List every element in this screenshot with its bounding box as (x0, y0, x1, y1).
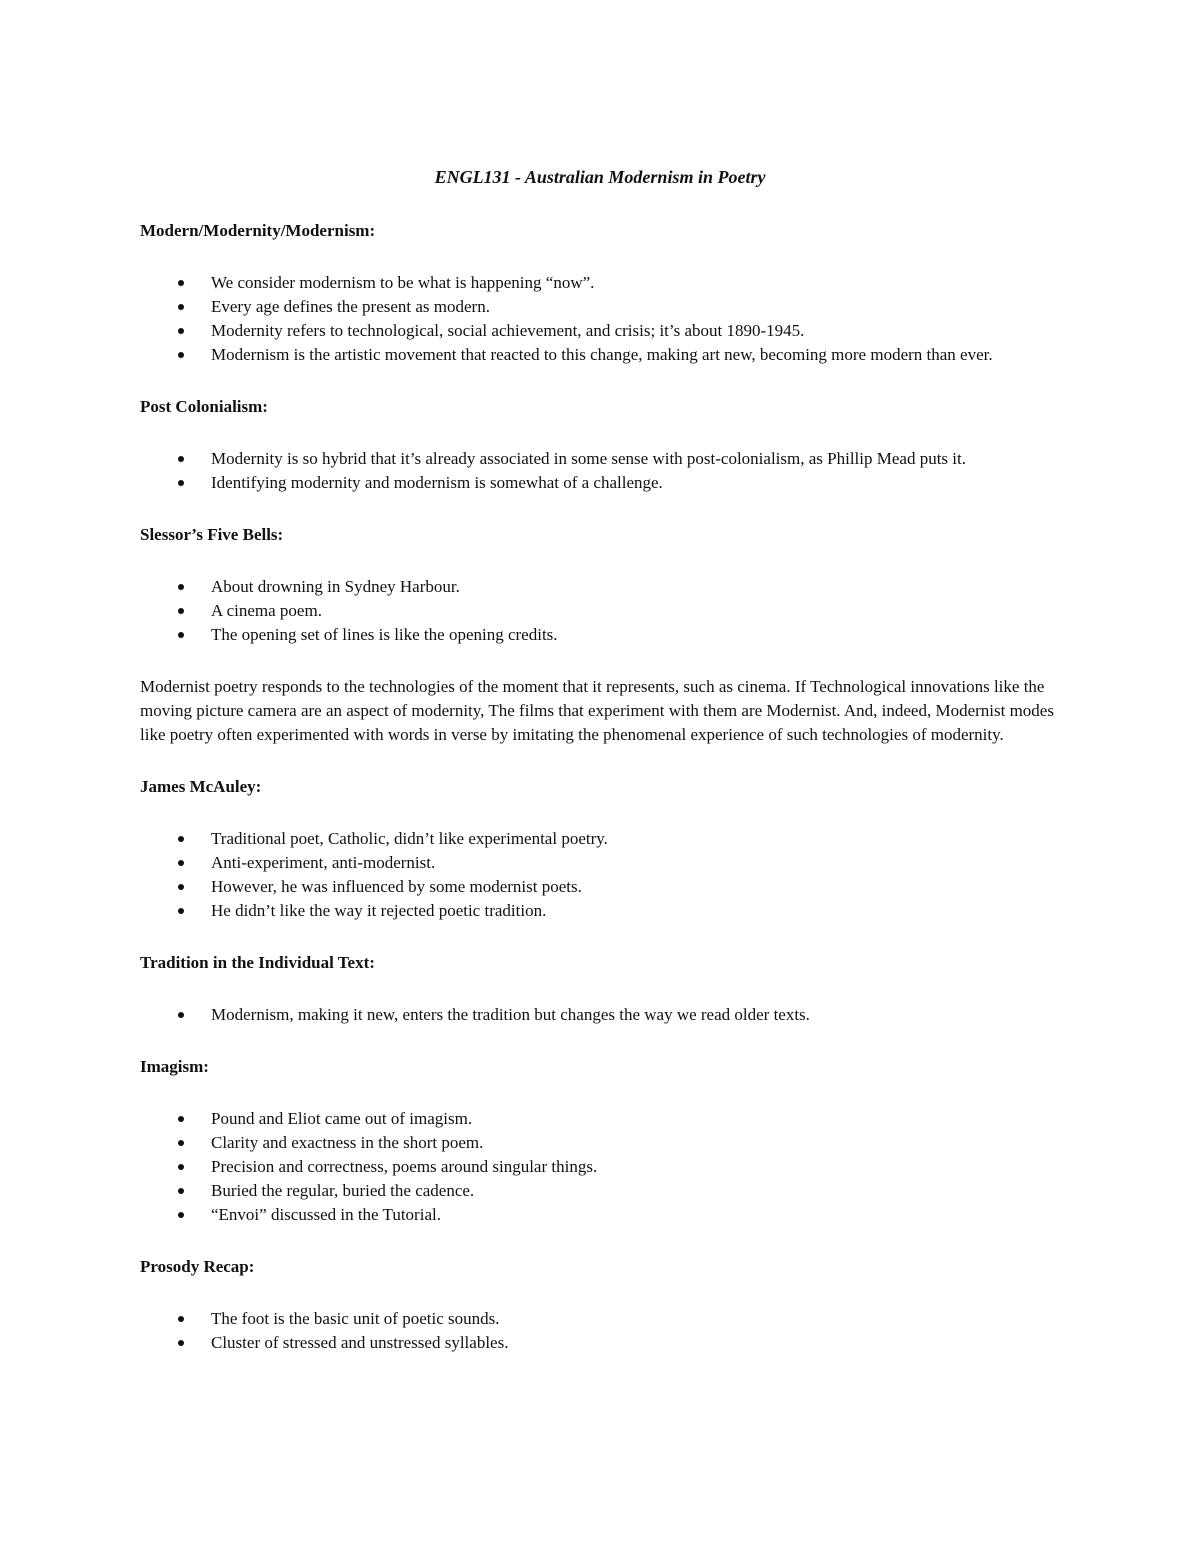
bullet-icon (178, 1164, 184, 1170)
list-item (140, 599, 1060, 623)
list-item (140, 1203, 1060, 1227)
bullet-icon (178, 1188, 184, 1194)
bullet-icon (178, 1316, 184, 1322)
bullet-icon (178, 456, 184, 462)
list-item (140, 623, 1060, 647)
list-item-text: A cinema poem. (211, 601, 322, 620)
list-item-text: Precision and correctness, poems around singular things. (211, 1157, 598, 1176)
list-item (140, 1107, 1060, 1131)
bullet-icon (178, 1116, 184, 1122)
list-item-text: Anti-experiment, anti-modernist. (211, 853, 436, 872)
list-item (140, 295, 1060, 319)
section-modernity (140, 219, 1060, 367)
list-item (140, 1155, 1060, 1179)
bullet-list (140, 447, 1060, 495)
body-paragraph: Modernist poetry responds to the technologies of the moment that it represents, such as cinema. If Technological innovations like the moving picture camera are an aspect of modernity, The films that experiment with them are Modernist. And, indeed, Modernist modes like poetry often experimented with words in verse by imitating the phenomenal experience of such technologies of modernity. (140, 677, 1054, 744)
bullet-icon (178, 352, 184, 358)
list-item-text: About drowning in Sydney Harbour. (211, 577, 460, 596)
list-item-text: However, he was influenced by some modernist poets. (211, 877, 582, 896)
bullet-list (140, 827, 1060, 923)
section-heading: Prosody Recap: (140, 1257, 255, 1276)
list-item (140, 343, 1060, 367)
bullet-icon (178, 328, 184, 334)
list-item (140, 1131, 1060, 1155)
bullet-list (140, 575, 1060, 647)
bullet-icon (178, 1012, 184, 1018)
list-item-text: Buried the regular, buried the cadence. (211, 1181, 475, 1200)
list-item (140, 1179, 1060, 1203)
list-item (140, 575, 1060, 599)
list-item-text: Clarity and exactness in the short poem. (211, 1133, 484, 1152)
document-title: ENGL131 - Australian Modernism in Poetry (434, 167, 766, 187)
bullet-icon (178, 1140, 184, 1146)
section-heading: Tradition in the Individual Text: (140, 953, 375, 972)
bullet-icon (178, 1340, 184, 1346)
list-item-text: Modernism, making it new, enters the tradition but changes the way we read older texts. (211, 1005, 810, 1024)
section-imagism (140, 1055, 1060, 1227)
list-item (140, 271, 1060, 295)
bullet-icon (178, 608, 184, 614)
section-heading: James McAuley: (140, 777, 262, 796)
bullet-icon (178, 280, 184, 286)
list-item-text: Modernism is the artistic movement that reacted to this change, making art new, becoming more modern than ever. (211, 345, 993, 364)
list-item-text: Every age defines the present as modern. (211, 297, 490, 316)
list-item-text: The foot is the basic unit of poetic sounds. (211, 1309, 500, 1328)
bullet-icon (178, 836, 184, 842)
bullet-icon (178, 1212, 184, 1218)
section-tradition (140, 951, 1060, 1027)
section-heading: Post Colonialism: (140, 397, 268, 416)
list-item (140, 447, 1060, 471)
list-item (140, 899, 1060, 923)
list-item-text: Modernity is so hybrid that it’s already associated in some sense with post-colonialism, as Phillip Mead puts it. (211, 449, 966, 468)
list-item-text: Pound and Eliot came out of imagism. (211, 1109, 473, 1128)
section-heading: Slessor’s Five Bells: (140, 525, 284, 544)
list-item-text: He didn’t like the way it rejected poetic tradition. (211, 901, 547, 920)
section-five-bells (140, 523, 1060, 747)
list-item-text: The opening set of lines is like the opening credits. (211, 625, 558, 644)
section-heading: Modern/Modernity/Modernism: (140, 221, 376, 240)
list-item (140, 319, 1060, 343)
list-item-text: We consider modernism to be what is happening “now”. (211, 273, 595, 292)
list-item-text: Modernity refers to technological, social achievement, and crisis; it’s about 1890-1945. (211, 321, 805, 340)
section-prosody-recap (140, 1255, 1060, 1355)
bullet-icon (178, 584, 184, 590)
list-item-text: Cluster of stressed and unstressed syllables. (211, 1333, 509, 1352)
bullet-icon (178, 884, 184, 890)
list-item-text: “Envoi” discussed in the Tutorial. (211, 1205, 441, 1224)
bullet-icon (178, 908, 184, 914)
bullet-list (140, 271, 1060, 367)
list-item-text: Identifying modernity and modernism is somewhat of a challenge. (211, 473, 663, 492)
list-item (140, 1307, 1060, 1331)
bullet-list (140, 1307, 1060, 1355)
list-item (140, 827, 1060, 851)
section-heading: Imagism: (140, 1057, 209, 1076)
list-item (140, 851, 1060, 875)
bullet-icon (178, 480, 184, 486)
list-item (140, 1003, 1060, 1027)
section-james-mcauley (140, 775, 1060, 923)
bullet-icon (178, 632, 184, 638)
list-item (140, 1331, 1060, 1355)
bullet-list (140, 1107, 1060, 1227)
bullet-icon (178, 860, 184, 866)
section-post-colonialism (140, 395, 1060, 495)
document-body (140, 219, 1060, 1383)
list-item-text: Traditional poet, Catholic, didn’t like experimental poetry. (211, 829, 608, 848)
list-item (140, 875, 1060, 899)
list-item (140, 471, 1060, 495)
bullet-icon (178, 304, 184, 310)
bullet-list (140, 1003, 1060, 1027)
